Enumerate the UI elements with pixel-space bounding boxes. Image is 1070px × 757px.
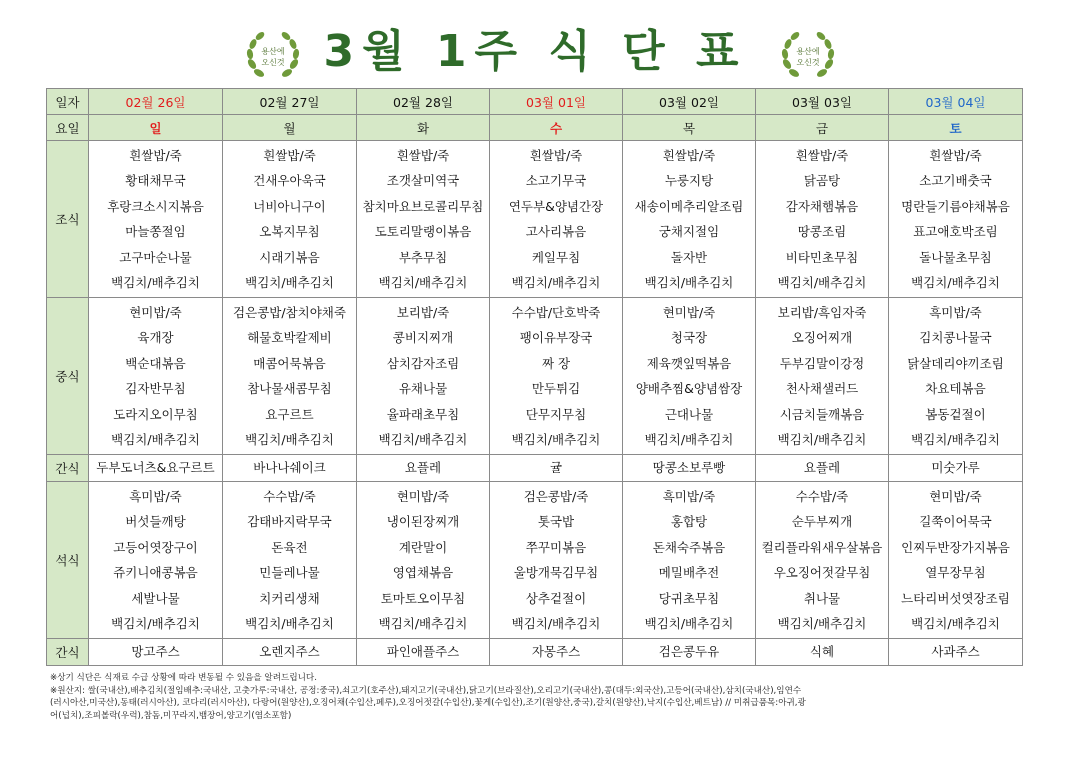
dinner-row: [47, 482, 1023, 639]
lunch-cell: [623, 298, 756, 455]
menu-item: 현미밥/죽: [129, 304, 182, 320]
menu-item: 제육깻잎떡볶음: [646, 355, 732, 371]
menu-item: 수수밥/죽: [795, 488, 849, 504]
breakfast-cell: [357, 141, 490, 298]
menu-item: 백김치/배추김치: [511, 616, 601, 631]
menu-item: 콩비지찌개: [392, 330, 454, 345]
snack-item: 오렌지주스: [259, 644, 320, 659]
footnote-line: 어(넙치),조피볼락(우럭),참돔,미꾸라지,뱀장어,양고기(염소포함): [50, 710, 292, 721]
menu-item: 육개장: [137, 330, 174, 345]
snack-cell: [223, 455, 357, 482]
dinner-cell: [490, 482, 623, 639]
menu-item: 현미밥/죽: [396, 488, 450, 504]
menu-item: 인찌두반장가지볶음: [901, 539, 1010, 555]
menu-item: 팽이유부장국: [519, 330, 593, 345]
day-weekday: 화: [357, 115, 490, 141]
menu-item: 김치콩나물국: [919, 330, 992, 345]
menu-item: 버섯들깨탕: [125, 514, 186, 529]
menu-item: 두부김말이강정: [779, 355, 865, 371]
snack-cell: [490, 639, 623, 666]
menu-item: 연두부&양념간장: [508, 198, 604, 214]
menu-item: 만두튀김: [531, 381, 581, 396]
snack-item: 파인애플주스: [386, 644, 460, 659]
menu-item: 마늘쫑절임: [125, 224, 186, 239]
menu-item: 수수밥/단호박죽: [511, 304, 601, 320]
menu-item: 톳국밥: [537, 514, 575, 529]
menu-item: 건새우아욱국: [253, 173, 326, 188]
menu-item: 소고기무국: [525, 173, 587, 188]
menu-item: 고구마순나물: [119, 249, 192, 265]
row-label-date: 일자: [47, 89, 89, 115]
footnote-line: ※원산지: 쌀(국내산),배추김치(절임배추:국내산, 고춧가루:국내산, 공정:중국),쇠고기(호주산),돼지고기(국내산),닭고기(브라질산),오리고기(국내산),콩(대두:외국산),고등어(국내산),삼치(국내산),임연수: [50, 685, 802, 696]
menu-item: 흑미밥/죽: [129, 488, 182, 504]
menu-item: 쥬키니애콩볶음: [113, 565, 198, 580]
dinner-cell: [223, 482, 357, 639]
date-row: [47, 89, 1023, 115]
row-label-weekday: 요일: [47, 115, 89, 141]
menu-item: 순두부찌개: [791, 514, 853, 529]
menu-item: 참치마요브로콜리무침: [362, 198, 484, 214]
menu-item: 참나물새콤무침: [247, 381, 332, 396]
menu-item: 부추무침: [398, 249, 448, 265]
day-weekday: 금: [756, 115, 889, 141]
menu-item: 단무지무침: [525, 406, 587, 422]
menu-item: 울방개묵김무침: [513, 565, 599, 580]
menu-item: 비타민초무침: [785, 249, 859, 265]
menu-item: 냉이된장찌개: [386, 514, 460, 529]
dinner-cell: [889, 482, 1023, 639]
menu-item: 백김치/배추김치: [245, 432, 334, 447]
day-date: 02월 28일: [357, 89, 490, 115]
svg-text:오신것: 오신것: [261, 58, 285, 67]
menu-item: 흑미밥/죽: [662, 488, 716, 504]
page-header: [0, 10, 1070, 86]
menu-item: 흰쌀밥/죽: [396, 147, 450, 163]
menu-item: 홍합탕: [670, 514, 708, 529]
menu-item: 현미밥/죽: [662, 304, 716, 320]
svg-text:용산에: 용산에: [261, 47, 285, 56]
dinner-cell: [756, 482, 889, 639]
snack-item: 두부도너츠&요구르트: [96, 460, 215, 475]
menu-item: 흰쌀밥/죽: [929, 147, 982, 163]
day-weekday: 일: [89, 115, 223, 141]
row-label-snack: 간식: [47, 639, 89, 666]
breakfast-cell: [756, 141, 889, 298]
snack-cell: [756, 455, 889, 482]
menu-item: 시래기볶음: [259, 249, 320, 265]
menu-item: 백김치/배추김치: [911, 432, 1000, 447]
menu-item: 흰쌀밥/죽: [129, 147, 182, 163]
menu-item: 백김치/배추김치: [378, 275, 468, 290]
menu-item: 케일무침: [531, 249, 581, 265]
snack-cell: [490, 455, 623, 482]
menu-item: 김자반무침: [125, 381, 186, 396]
menu-item: 흑미밥/죽: [929, 304, 982, 320]
snack-item: 귤: [549, 460, 563, 475]
menu-item: 계란말이: [398, 539, 448, 555]
menu-item: 백김치/배추김치: [777, 616, 867, 631]
menu-item: 백김치/배추김치: [378, 616, 468, 631]
day-date: 03월 03일: [756, 89, 889, 115]
snack2-row: [47, 639, 1023, 666]
snack-cell: [89, 455, 223, 482]
menu-item: 율파래초무침: [386, 406, 460, 422]
menu-item: 열무장무침: [925, 565, 986, 580]
row-label-dinner: 석식: [47, 482, 89, 639]
menu-item: 쭈꾸미볶음: [525, 539, 587, 555]
menu-item: 소고기배춧국: [919, 173, 992, 188]
menu-item: 돈육전: [271, 539, 308, 555]
menu-item: 수수밥/죽: [263, 488, 316, 504]
menu-item: 메밀배추전: [658, 565, 720, 580]
row-label-lunch: 중식: [47, 298, 89, 455]
snack-item: 자몽주스: [531, 644, 581, 659]
menu-item: 백김치/배추김치: [777, 275, 867, 290]
menu-item: 흰쌀밥/죽: [662, 147, 716, 163]
day-date: 02월 26일: [89, 89, 223, 115]
day-weekday: 수: [490, 115, 623, 141]
snack-cell: [889, 639, 1023, 666]
snack-item: 망고주스: [131, 644, 180, 659]
lunch-cell: [756, 298, 889, 455]
menu-item: 백김치/배추김치: [378, 432, 468, 447]
footnote-line: (러시아산,미국산),동태(러시아산), 코다리(러시아산), 다랑어(원양산),오징어채(수입산,페루),오징어젓갈(수입산),꽃게(수입산),조기(원양산,중국),갈치(원양산),낙지(수입산,베트남) // 미취급품목:아귀,광: [50, 698, 806, 708]
day-weekday: 월: [223, 115, 357, 141]
menu-item: 짜 장: [541, 355, 571, 371]
menu-item: 세발나물: [131, 590, 180, 606]
menu-item: 조갯살미역국: [386, 173, 460, 188]
day-date: 03월 01일: [490, 89, 623, 115]
menu-item: 치커리생채: [259, 590, 320, 606]
menu-item: 황태채무국: [125, 173, 186, 188]
menu-item: 후랑크소시지볶음: [107, 198, 204, 214]
breakfast-cell: [490, 141, 623, 298]
menu-item: 돈채숙주볶음: [652, 539, 726, 555]
menu-item: 검은콩밥/참치야채죽: [233, 304, 346, 320]
menu-item: 길쭉이어묵국: [919, 514, 992, 529]
menu-item: 돌나물초무침: [919, 249, 992, 265]
snack-item: 사과주스: [931, 644, 980, 659]
snack-cell: [357, 455, 490, 482]
menu-item: 백김치/배추김치: [111, 275, 200, 290]
menu-item: 오징어찌개: [791, 330, 853, 345]
menu-item: 궁채지절임: [658, 224, 720, 239]
footnote-line: ※상기 식단은 식재료 수급 상황에 따라 변동될 수 있음을 알려드립니다.: [50, 673, 317, 683]
breakfast-cell: [889, 141, 1023, 298]
menu-item: 백김치/배추김치: [111, 432, 200, 447]
menu-item: 매콤어묵볶음: [253, 355, 326, 371]
menu-item: 오복지무침: [259, 224, 320, 239]
menu-item: 백김치/배추김치: [511, 432, 601, 447]
menu-item: 근대나물: [664, 406, 714, 422]
menu-item: 흰쌀밥/죽: [795, 147, 849, 163]
snack-item: 식혜: [809, 644, 835, 659]
lunch-row: [47, 298, 1023, 455]
menu-item: 백김치/배추김치: [777, 432, 867, 447]
menu-item: 고사리볶음: [525, 224, 587, 239]
menu-item: 보리밥/죽: [396, 304, 450, 320]
menu-item: 명란들기름야채볶음: [901, 198, 1010, 214]
wreath-logo-icon: [778, 26, 838, 86]
svg-text:오신것: 오신것: [796, 58, 820, 67]
menu-item: 도토리말랭이볶음: [374, 224, 472, 239]
menu-item: 감자채햄볶음: [785, 198, 859, 214]
menu-item: 백김치/배추김치: [644, 616, 734, 631]
menu-item: 흰쌀밥/죽: [263, 147, 316, 163]
menu-item: 양배추찜&양념쌈장: [635, 381, 743, 396]
menu-item: 백김치/배추김치: [111, 616, 200, 631]
menu-item: 당귀초무침: [658, 590, 720, 606]
menu-item: 닭살데리야끼조림: [907, 355, 1004, 371]
day-date: 03월 02일: [623, 89, 756, 115]
snack-item: 요플레: [803, 460, 841, 475]
menu-item: 백김치/배추김치: [245, 275, 334, 290]
day-weekday: 토: [889, 115, 1023, 141]
breakfast-row: [47, 141, 1023, 298]
lunch-cell: [89, 298, 223, 455]
menu-item: 현미밥/죽: [929, 488, 982, 504]
menu-item: 청국장: [670, 330, 708, 345]
menu-item: 백김치/배추김치: [911, 275, 1000, 290]
menu-item: 영엽채볶음: [392, 565, 454, 580]
breakfast-cell: [623, 141, 756, 298]
lunch-cell: [357, 298, 490, 455]
menu-item: 너비아니구이: [253, 198, 326, 214]
snack-item: 바나나쉐이크: [253, 460, 326, 475]
menu-item: 느타리버섯엿장조림: [901, 590, 1010, 606]
snack-item: 요플레: [404, 460, 442, 475]
breakfast-cell: [223, 141, 357, 298]
menu-item: 백김치/배추김치: [911, 616, 1000, 631]
footnotes: [50, 672, 1020, 722]
menu-item: 백김치/배추김치: [245, 616, 334, 631]
snack-cell: [756, 639, 889, 666]
breakfast-cell: [89, 141, 223, 298]
weekday-row: [47, 115, 1023, 141]
menu-item: 요구르트: [265, 406, 314, 422]
menu-item: 민들레나물: [259, 565, 320, 580]
menu-item: 보리밥/흑임자죽: [777, 304, 867, 320]
menu-item: 컬리플라워새우살볶음: [761, 539, 883, 555]
menu-item: 새송이메추리알조림: [634, 198, 744, 214]
snack-cell: [89, 639, 223, 666]
menu-item: 백김치/배추김치: [644, 275, 734, 290]
menu-item: 천사채샐러드: [785, 381, 859, 396]
menu-item: 백김치/배추김치: [511, 275, 601, 290]
lunch-cell: [889, 298, 1023, 455]
menu-item: 감태바지락무국: [247, 514, 332, 529]
dinner-cell: [89, 482, 223, 639]
menu-item: 차요테볶음: [925, 381, 986, 396]
menu-item: 시금치들깨볶음: [779, 406, 865, 422]
snack-cell: [889, 455, 1023, 482]
day-date: 02월 27일: [223, 89, 357, 115]
menu-item: 해물호박칼제비: [247, 330, 332, 345]
menu-item: 상추겉절이: [525, 590, 587, 606]
page-title: 3월 1주 식 단 표: [323, 26, 747, 77]
menu-item: 땅콩조림: [797, 224, 847, 239]
menu-item: 흰쌀밥/죽: [529, 147, 583, 163]
day-date: 03월 04일: [889, 89, 1023, 115]
svg-text:용산에: 용산에: [796, 47, 820, 56]
lunch-cell: [223, 298, 357, 455]
snack-cell: [223, 639, 357, 666]
menu-item: 도라지오이무침: [113, 406, 198, 422]
snack-cell: [357, 639, 490, 666]
snack1-row: [47, 455, 1023, 482]
dinner-cell: [357, 482, 490, 639]
menu-item: 돌자반: [670, 249, 708, 265]
menu-table: [46, 88, 1023, 666]
snack-cell: [623, 455, 756, 482]
menu-item: 고등어엿장구이: [113, 539, 198, 555]
lunch-cell: [490, 298, 623, 455]
menu-item: 유채나물: [398, 381, 448, 396]
row-label-snack: 간식: [47, 455, 89, 482]
menu-item: 봄동겉절이: [925, 406, 986, 422]
snack-item: 미숫가루: [931, 460, 980, 475]
menu-item: 토마토오이무침: [380, 590, 466, 606]
day-weekday: 목: [623, 115, 756, 141]
menu-item: 삼치감자조림: [386, 355, 460, 371]
snack-item: 검은콩두유: [658, 644, 720, 659]
menu-item: 백김치/배추김치: [644, 432, 734, 447]
menu-item: 누룽지탕: [664, 173, 714, 188]
menu-item: 취나물: [803, 590, 841, 606]
menu-item: 백순대볶음: [125, 355, 186, 371]
menu-item: 닭곰탕: [803, 173, 841, 188]
snack-cell: [623, 639, 756, 666]
dinner-cell: [623, 482, 756, 639]
menu-item: 검은콩밥/죽: [523, 488, 589, 504]
row-label-breakfast: 조식: [47, 141, 89, 298]
menu-item: 우오징어젓갈무침: [773, 565, 871, 580]
snack-item: 땅콩소보루빵: [652, 460, 726, 475]
menu-item: 표고애호박조림: [913, 224, 998, 239]
